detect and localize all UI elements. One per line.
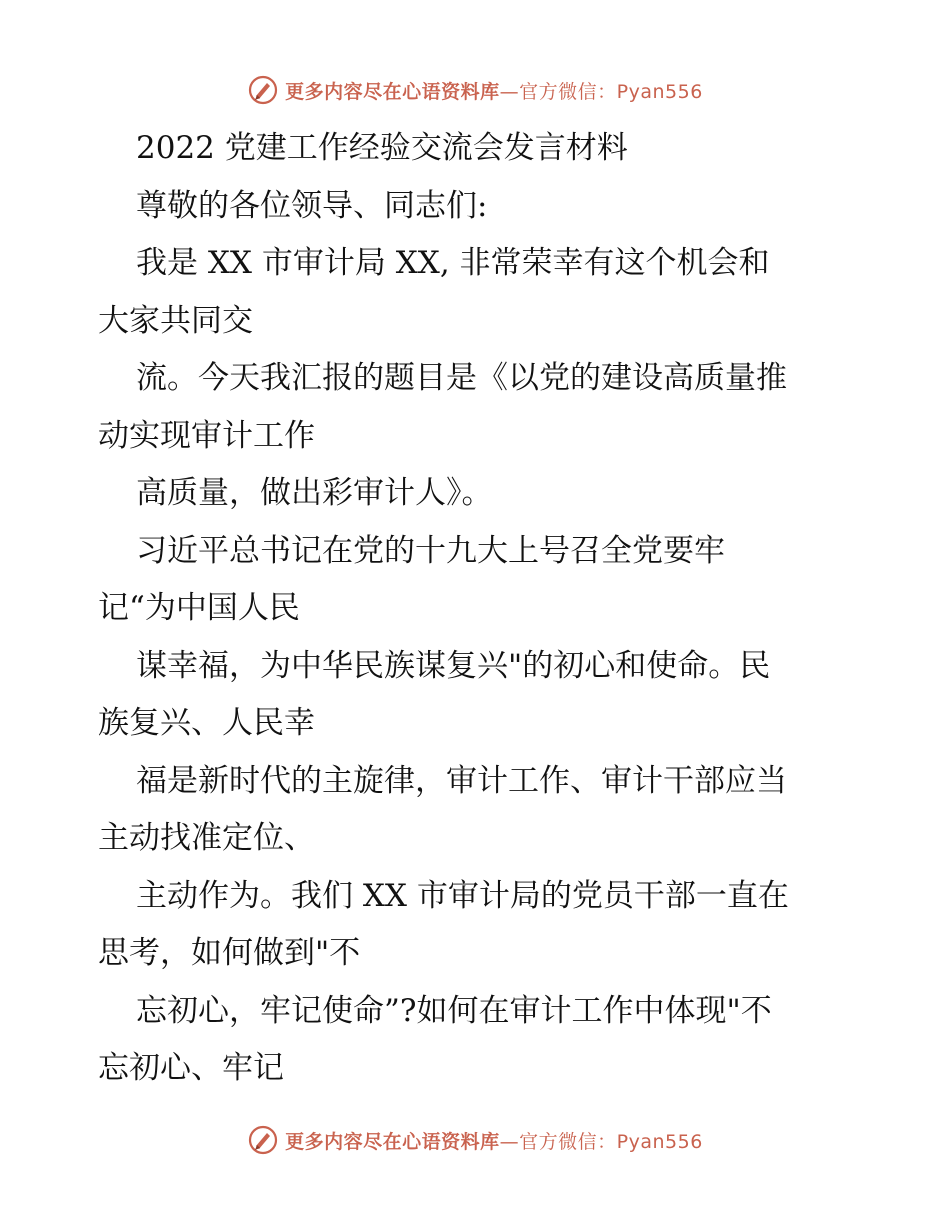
text-line: 忘初心，牢记使命”?如何在审计工作中体现"不 xyxy=(136,992,772,1029)
text-line: 族复兴、人民幸 xyxy=(98,705,315,741)
salutation: 尊敬的各位领导、同志们: xyxy=(136,187,488,224)
watermark-contact-text: 官方微信：Pyan556 xyxy=(519,80,703,103)
text-line: 忘初心、牢记 xyxy=(98,1050,284,1086)
watermark-text xyxy=(285,77,703,104)
text-line: 习近平总书记在党的十九大上号召全党要牢 xyxy=(136,532,725,569)
text-line: 大家共同交 xyxy=(98,302,253,339)
watermark-dash: — xyxy=(499,1130,520,1153)
text-line: 流。今天我汇报的题目是《以党的建设高质量推 xyxy=(136,360,787,396)
document-title: 2022 党建工作经验交流会发言材料 xyxy=(136,130,628,166)
document-body xyxy=(98,120,858,1098)
text-line: 我是 XX 市审计局 XX, 非常荣幸有这个机会和 xyxy=(136,245,770,281)
text-line: 主动找准定位、 xyxy=(98,820,315,856)
text-line: 主动作为。我们 XX 市审计局的党员干部一直在 xyxy=(136,877,789,914)
footer-watermark-banner xyxy=(0,1120,950,1160)
watermark-main-text: 更多内容尽在心语资料库 xyxy=(285,1130,500,1153)
pen-circle-logo-icon xyxy=(247,74,279,106)
watermark-dash: — xyxy=(499,80,520,103)
text-line: 谋幸福，为中华民族谋复兴"的初心和使命。民 xyxy=(136,647,771,684)
text-line: 动实现审计工作 xyxy=(98,417,315,454)
text-line: 记“为中国人民 xyxy=(98,590,300,626)
watermark-contact-text: 官方微信：Pyan556 xyxy=(519,1130,703,1153)
text-line: 福是新时代的主旋律，审计工作、审计干部应当 xyxy=(136,762,787,799)
pen-circle-logo-icon xyxy=(247,1124,279,1156)
watermark-main-text: 更多内容尽在心语资料库 xyxy=(285,80,500,103)
text-line: 思考，如何做到"不 xyxy=(98,935,361,971)
header-watermark-banner xyxy=(0,70,950,110)
text-line: 高质量，做出彩审计人》。 xyxy=(136,475,493,511)
watermark-text xyxy=(285,1127,703,1154)
